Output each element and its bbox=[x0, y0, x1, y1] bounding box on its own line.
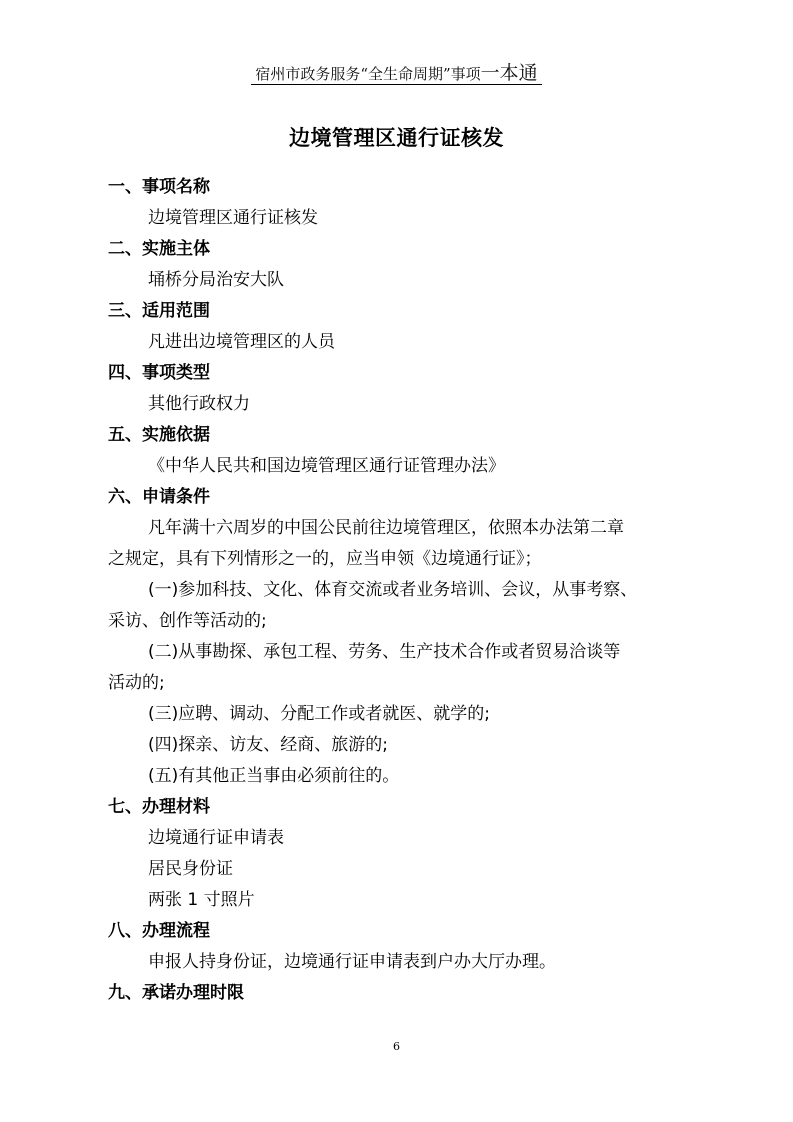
section-line: 边境通行证申请表 bbox=[148, 828, 284, 848]
header-text: 宿州市政务服务“全生命周期”事项 bbox=[255, 65, 481, 83]
section-line: 埇桥分局治安大队 bbox=[148, 270, 284, 290]
section-line: 采访、创作等活动的; bbox=[108, 611, 267, 631]
section-line: 凡年满十六周岁的中国公民前往边境管理区，依照本办法第二章 bbox=[148, 518, 624, 538]
section-heading: 四、事项类型 bbox=[108, 363, 210, 383]
section-heading: 一、事项名称 bbox=[108, 177, 210, 197]
section-line: 边境管理区通行证核发 bbox=[148, 208, 318, 228]
section-heading: 二、实施主体 bbox=[108, 239, 210, 259]
page-number: 6 bbox=[393, 1040, 400, 1053]
section-heading: 六、申请条件 bbox=[108, 487, 210, 507]
section-line: 其他行政权力 bbox=[148, 394, 250, 414]
section-line: (二)从事勘探、承包工程、劳务、生产技术合作或者贸易洽谈等 bbox=[148, 642, 621, 662]
section-line: 之规定，具有下列情形之一的，应当申领《边境通行证》； bbox=[108, 549, 542, 569]
section-line: (五)有其他正当事由必须前往的。 bbox=[148, 766, 400, 786]
section-line: (四)探亲、访友、经商、旅游的; bbox=[148, 735, 388, 755]
section-line: (一)参加科技、文化、体育交流或者业务培训、会议，从事考察、 bbox=[148, 580, 638, 600]
document-title: 边境管理区通行证核发 bbox=[289, 126, 504, 150]
document-body bbox=[108, 172, 698, 1009]
section-heading: 八、办理流程 bbox=[108, 921, 210, 941]
section-line: 凡进出边境管理区的人员 bbox=[148, 332, 335, 352]
section-heading: 三、适用范围 bbox=[108, 301, 210, 321]
section-line: 居民身份证 bbox=[148, 859, 233, 879]
header-big-text: 一本通 bbox=[480, 62, 538, 84]
section-heading: 七、办理材料 bbox=[108, 797, 210, 817]
section-line: 《中华人民共和国边境管理区通行证管理办法》 bbox=[148, 456, 505, 476]
page-header bbox=[0, 58, 793, 85]
section-line: 两张 1 寸照片 bbox=[148, 890, 255, 910]
section-line: (三)应聘、调动、分配工作或者就医、就学的; bbox=[148, 704, 490, 724]
section-line: 活动的; bbox=[108, 673, 165, 693]
section-line: 申报人持身份证，边境通行证申请表到户办大厅办理。 bbox=[148, 952, 556, 972]
section-heading: 五、实施依据 bbox=[108, 425, 210, 445]
section-heading: 九、承诺办理时限 bbox=[108, 983, 244, 1003]
header-underline bbox=[251, 84, 542, 85]
